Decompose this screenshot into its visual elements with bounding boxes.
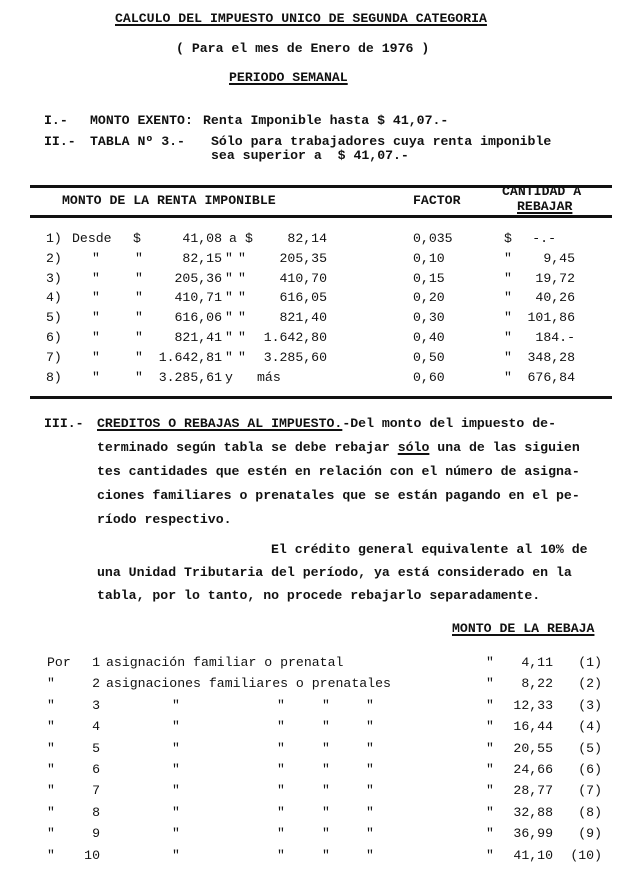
header-cantidad-line1: CANTIDAD A: [502, 184, 582, 199]
section-i-number: I.-: [44, 113, 68, 128]
header-cantidad-line2: REBAJAR: [517, 199, 573, 214]
ditto-mark: ": [47, 804, 55, 820]
ditto-mark: ": [366, 740, 374, 756]
rebajar-amount: 19,72: [535, 270, 575, 286]
allowance-description: asignación familiar o prenatal: [106, 655, 344, 670]
general-credit-line1: El crédito general equivalente al 10% de: [271, 542, 588, 557]
range-to: 410,70: [279, 270, 327, 286]
reference-number: (3): [578, 697, 602, 713]
rebajar-amount: 9,45: [543, 250, 575, 266]
section-ii-label: TABLA Nº 3.-: [90, 134, 185, 149]
ditto-mark: ": [135, 330, 143, 345]
ditto-mark: ": [47, 719, 55, 735]
currency-sign: $: [133, 231, 141, 246]
row-number: 2): [46, 250, 62, 266]
reference-number: (8): [578, 804, 602, 820]
ditto-mark: ": [277, 804, 285, 820]
rebaja-amount: 41,10: [513, 847, 553, 863]
ditto-mark: ": [47, 740, 55, 756]
section-iii-paragraph-line4: ciones familiares o prenatales que se están pagando en el pe-: [97, 488, 580, 503]
ditto-mark: ": [47, 783, 55, 799]
rebaja-amount: 4,11: [521, 655, 553, 670]
rebajar-amount: -.-: [532, 231, 556, 246]
ditto-mark: ": [172, 826, 180, 842]
row-number: 7): [46, 349, 62, 365]
ditto-mark: ": [322, 740, 330, 756]
section-ii-line2: sea superior a $ 41,07.-: [211, 148, 409, 163]
section-iii-paragraph-line5: ríodo respectivo.: [97, 512, 232, 527]
line2-text-post: una de las siguien: [429, 440, 580, 455]
section-iii-paragraph-line2: [97, 440, 580, 455]
ditto-mark: ": [92, 250, 100, 266]
ditto-mark: ": [486, 826, 494, 842]
range-to: 205,35: [279, 250, 327, 266]
range-from: 205,36: [174, 270, 222, 286]
range-to: 1.642,80: [263, 330, 327, 345]
ditto-mark: ": [135, 290, 143, 306]
range-from: 821,41: [174, 330, 222, 345]
rebaja-amount: 24,66: [513, 762, 553, 777]
ditto-mark: ": [172, 804, 180, 820]
document-title: CALCULO DEL IMPUESTO UNICO DE SEGUNDA CATEGORIA: [115, 11, 487, 26]
allowance-count: 6: [92, 762, 100, 777]
allowance-count: 3: [92, 697, 100, 713]
ditto-mark: ": [238, 270, 246, 286]
header-factor: FACTOR: [413, 193, 461, 208]
reference-number: (5): [578, 740, 602, 756]
section-iii-number: III.-: [44, 416, 84, 431]
range-from: 1.642,81: [158, 349, 222, 365]
section-i-label: MONTO EXENTO:: [90, 113, 193, 128]
reference-number: (9): [578, 826, 602, 842]
ditto-mark: ": [92, 330, 100, 345]
emphasis-solo: sólo: [397, 440, 430, 455]
ditto-mark: ": [238, 290, 246, 306]
ditto-mark: ": [277, 740, 285, 756]
ditto-mark: ": [225, 330, 233, 345]
allowance-count: 7: [92, 783, 100, 799]
general-credit-line3: tabla, por lo tanto, no procede rebajarlo separadamente.: [97, 588, 541, 603]
ditto-mark: ": [277, 762, 285, 777]
ditto-mark: ": [47, 697, 55, 713]
allowance-count: 5: [92, 740, 100, 756]
rebajar-amount: 40,26: [535, 290, 575, 306]
ditto-mark: ": [366, 783, 374, 799]
connector-y: y: [225, 369, 233, 385]
row-number: 3): [46, 270, 62, 286]
ditto-mark: ": [486, 740, 494, 756]
ditto-mark: ": [486, 783, 494, 799]
ditto-mark: ": [225, 250, 233, 266]
factor-value: 0,50: [413, 349, 445, 365]
ditto-mark: ": [486, 697, 494, 713]
ditto-mark: ": [135, 310, 143, 326]
factor-value: 0,40: [413, 330, 445, 345]
allowance-count: 4: [92, 719, 100, 735]
rebaja-amount: 36,99: [513, 826, 553, 842]
section-iii-line1-text: -Del monto del impuesto de-: [342, 416, 557, 431]
row-number: 5): [46, 310, 62, 326]
ditto-mark: ": [504, 330, 512, 345]
rebajar-amount: 184.-: [535, 330, 575, 345]
ditto-mark: ": [225, 310, 233, 326]
range-to: 616,05: [279, 290, 327, 306]
ditto-mark: ": [135, 349, 143, 365]
ditto-mark: ": [486, 676, 494, 692]
desde-label: Desde: [72, 231, 112, 246]
section-i-text: Renta Imponible hasta $ 41,07.-: [203, 113, 449, 128]
rebajar-amount: 676,84: [527, 369, 575, 385]
header-monto: MONTO DE LA RENTA IMPONIBLE: [62, 193, 276, 208]
ditto-mark: ": [366, 762, 374, 777]
ditto-mark: ": [172, 740, 180, 756]
ditto-mark: ": [366, 847, 374, 863]
ditto-mark: ": [504, 369, 512, 385]
ditto-mark: ": [322, 783, 330, 799]
reference-number: (6): [578, 762, 602, 777]
ditto-mark: ": [92, 369, 100, 385]
row-number: 6): [46, 330, 62, 345]
ditto-mark: ": [322, 762, 330, 777]
rebaja-heading: MONTO DE LA REBAJA: [452, 621, 595, 636]
reference-number: (7): [578, 783, 602, 799]
factor-value: 0,10: [413, 250, 445, 266]
rebajar-amount: 101,86: [527, 310, 575, 326]
row-number: 8): [46, 369, 62, 385]
ditto-mark: ": [92, 349, 100, 365]
row-number: 1): [46, 231, 62, 246]
currency-sign: $: [245, 231, 253, 246]
ditto-mark: ": [238, 349, 246, 365]
range-to: 82,14: [287, 231, 327, 246]
connector-a: a: [229, 231, 237, 246]
ditto-mark: ": [486, 655, 494, 670]
ditto-mark: ": [172, 762, 180, 777]
range-to: 3.285,60: [263, 349, 327, 365]
rebajar-amount: 348,28: [527, 349, 575, 365]
ditto-mark: ": [277, 783, 285, 799]
allowance-count: 8: [92, 804, 100, 820]
ditto-mark: ": [504, 270, 512, 286]
reference-number: (4): [578, 719, 602, 735]
allowance-count: 1: [92, 655, 100, 670]
ditto-mark: ": [238, 250, 246, 266]
document-subtitle: ( Para el mes de Enero de 1976 ): [176, 41, 430, 56]
rebaja-amount: 32,88: [513, 804, 553, 820]
ditto-mark: ": [366, 697, 374, 713]
ditto-mark: ": [486, 847, 494, 863]
ditto-mark: ": [47, 762, 55, 777]
table-header-rule: [30, 215, 612, 218]
reference-number: (1): [578, 655, 602, 670]
ditto-mark: ": [504, 290, 512, 306]
rebaja-amount: 8,22: [521, 676, 553, 692]
general-credit-line2: una Unidad Tributaria del período, ya está considerado en la: [97, 565, 572, 580]
prefix-por: Por: [47, 655, 71, 670]
ditto-mark: ": [172, 697, 180, 713]
rebaja-amount: 16,44: [513, 719, 553, 735]
ditto-mark: ": [238, 330, 246, 345]
ditto-mark: ": [172, 847, 180, 863]
section-ii-line1: Sólo para trabajadores cuya renta imponible: [211, 134, 552, 149]
ditto-mark: ": [92, 270, 100, 286]
ditto-mark: ": [322, 847, 330, 863]
line2-text-pre: terminado según tabla se debe rebajar: [97, 440, 398, 455]
ditto-mark: ": [47, 676, 55, 692]
ditto-mark: ": [277, 826, 285, 842]
ditto-mark: ": [135, 270, 143, 286]
allowance-description: asignaciones familiares o prenatales: [106, 676, 391, 692]
ditto-mark: ": [322, 697, 330, 713]
ditto-mark: ": [504, 250, 512, 266]
ditto-mark: ": [277, 697, 285, 713]
factor-value: 0,15: [413, 270, 445, 286]
ditto-mark: ": [486, 719, 494, 735]
table-bottom-rule: [30, 396, 612, 399]
range-from: 82,15: [182, 250, 222, 266]
rebaja-amount: 20,55: [513, 740, 553, 756]
row-number: 4): [46, 290, 62, 306]
ditto-mark: ": [92, 310, 100, 326]
reference-number: (2): [578, 676, 602, 692]
ditto-mark: ": [92, 290, 100, 306]
ditto-mark: ": [47, 847, 55, 863]
range-to: más: [257, 369, 281, 385]
range-from: 616,06: [174, 310, 222, 326]
range-from: 3.285,61: [158, 369, 222, 385]
ditto-mark: ": [225, 349, 233, 365]
range-to: 821,40: [279, 310, 327, 326]
factor-value: 0,20: [413, 290, 445, 306]
ditto-mark: ": [135, 369, 143, 385]
section-iii-heading: CREDITOS O REBAJAS AL IMPUESTO.: [97, 416, 343, 431]
section-iii-paragraph-line3: tes cantidades que estén en relación con el número de asigna-: [97, 464, 580, 479]
ditto-mark: ": [322, 804, 330, 820]
ditto-mark: ": [277, 847, 285, 863]
currency-sign: $: [504, 231, 512, 246]
ditto-mark: ": [225, 290, 233, 306]
ditto-mark: ": [322, 719, 330, 735]
ditto-mark: ": [486, 762, 494, 777]
allowance-count: 9: [92, 826, 100, 842]
ditto-mark: ": [135, 250, 143, 266]
ditto-mark: ": [486, 804, 494, 820]
ditto-mark: ": [47, 826, 55, 842]
reference-number: (10): [570, 847, 602, 863]
ditto-mark: ": [172, 719, 180, 735]
period-label: PERIODO SEMANAL: [229, 70, 348, 85]
rebaja-amount: 12,33: [513, 697, 553, 713]
ditto-mark: ": [277, 719, 285, 735]
ditto-mark: ": [366, 804, 374, 820]
factor-value: 0,30: [413, 310, 445, 326]
rebaja-amount: 28,77: [513, 783, 553, 799]
ditto-mark: ": [172, 783, 180, 799]
ditto-mark: ": [366, 826, 374, 842]
factor-value: 0,60: [413, 369, 445, 385]
factor-value: 0,035: [413, 231, 453, 246]
section-ii-number: II.-: [44, 134, 76, 149]
ditto-mark: ": [504, 310, 512, 326]
ditto-mark: ": [504, 349, 512, 365]
range-from: 41,08: [182, 231, 222, 246]
range-from: 410,71: [174, 290, 222, 306]
ditto-mark: ": [322, 826, 330, 842]
section-iii-paragraph-line1: [97, 416, 556, 431]
allowance-count: 10: [84, 847, 100, 863]
allowance-count: 2: [92, 676, 100, 692]
ditto-mark: ": [225, 270, 233, 286]
ditto-mark: ": [366, 719, 374, 735]
ditto-mark: ": [238, 310, 246, 326]
